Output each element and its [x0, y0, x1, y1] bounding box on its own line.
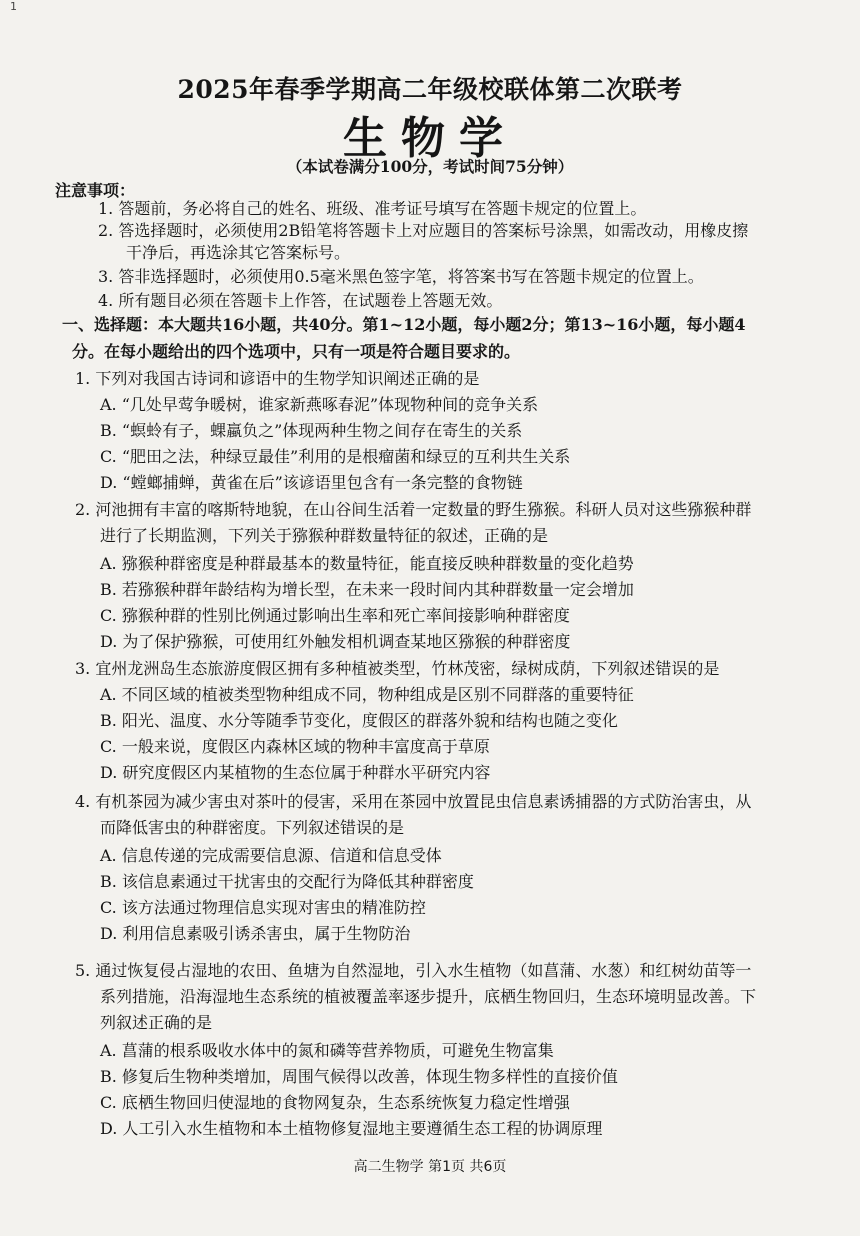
notice-item: 2. 答选择题时，必须使用2B铅笔将答题卡上对应题目的答案标号涂黑，如需改动，用橡皮擦 [98, 221, 749, 240]
question-5-stem: 5. 通过恢复侵占湿地的农田、鱼塘为自然湿地，引入水生植物（如菖蒲、水葱）和红树幼苗等一 [75, 961, 752, 980]
question-4-stem-cont: 而降低害虫的种群密度。下列叙述错误的是 [100, 818, 405, 837]
question-3-option-d: D. 研究度假区内某植物的生态位属于种群水平研究内容 [100, 763, 491, 782]
corner-mark: 1 [10, 0, 17, 13]
notice-item: 1. 答题前，务必将自己的姓名、班级、准考证号填写在答题卡规定的位置上。 [98, 199, 647, 218]
exam-info: （本试卷满分100分，考试时间75分钟） [286, 157, 574, 176]
question-4-option-c: C. 该方法通过物理信息实现对害虫的精准防控 [100, 898, 426, 917]
question-2-stem-cont: 进行了长期监测，下列关于猕猴种群数量特征的叙述，正确的是 [100, 526, 549, 545]
question-2-option-d: D. 为了保护猕猴，可使用红外触发相机调查某地区猕猴的种群密度 [100, 632, 571, 651]
question-4-option-b: B. 该信息素通过干扰害虫的交配行为降低其种群密度 [100, 872, 474, 891]
question-1-option-b: B. “螟蛉有子，蜾蠃负之”体现两种生物之间存在寄生的关系 [100, 421, 523, 440]
notice-item: 3. 答非选择题时，必须使用0.5毫米黑色签字笔，将答案书写在答题卡规定的位置上。 [98, 267, 704, 286]
question-4-stem: 4. 有机茶园为减少害虫对茶叶的侵害，采用在茶园中放置昆虫信息素诱捕器的方式防治害虫，从 [75, 792, 752, 811]
question-2-option-c: C. 猕猴种群的性别比例通过影响出生率和死亡率间接影响种群密度 [100, 606, 570, 625]
subject-title: 生物学 [343, 113, 517, 164]
question-2-option-b: B. 若猕猴种群年龄结构为增长型，在未来一段时间内其种群数量一定会增加 [100, 580, 634, 599]
page-footer: 高二生物学 第1页 共6页 [353, 1159, 507, 1175]
question-5-stem-cont: 列叙述正确的是 [100, 1013, 213, 1032]
question-1-option-a: A. “几处早莺争暖树，谁家新燕啄春泥”体现物种间的竞争关系 [100, 395, 539, 414]
section-heading-cont: 分。在每小题给出的四个选项中，只有一项是符合题目要求的。 [72, 342, 521, 361]
exam-title: 2025年春季学期高二年级校联体第二次联考 [177, 75, 683, 104]
question-5-option-c: C. 底栖生物回归使湿地的食物网复杂，生态系统恢复力稳定性增强 [100, 1093, 570, 1112]
question-4-option-a: A. 信息传递的完成需要信息源、信道和信息受体 [100, 846, 442, 865]
question-2-option-a: A. 猕猴种群密度是种群最基本的数量特征，能直接反映种群数量的变化趋势 [100, 554, 634, 573]
section-heading: 一、选择题：本大题共16小题，共40分。第1~12小题，每小题2分；第13~16小题，每小题4 [62, 315, 746, 334]
question-1-option-d: D. “螳螂捕蝉，黄雀在后”该谚语里包含有一条完整的食物链 [100, 473, 523, 492]
question-5-stem-cont: 系列措施，沿海湿地生态系统的植被覆盖率逐步提升，底栖生物回归，生态环境明显改善。下 [100, 987, 757, 1006]
question-3-option-a: A. 不同区域的植被类型物种组成不同，物种组成是区别不同群落的重要特征 [100, 685, 634, 704]
notice-item: 干净后，再选涂其它答案标号。 [126, 243, 351, 262]
question-5-option-a: A. 菖蒲的根系吸收水体中的氮和磷等营养物质，可避免生物富集 [100, 1041, 554, 1060]
question-2-stem: 2. 河池拥有丰富的喀斯特地貌，在山谷间生活着一定数量的野生猕猴。科研人员对这些猕猴种群 [75, 500, 752, 519]
question-1-option-c: C. “肥田之法，种绿豆最佳”利用的是根瘤菌和绿豆的互利共生关系 [100, 447, 571, 466]
question-5-option-b: B. 修复后生物种类增加，周围气候得以改善，体现生物多样性的直接价值 [100, 1067, 618, 1086]
question-4-option-d: D. 利用信息素吸引诱杀害虫，属于生物防治 [100, 924, 411, 943]
notice-item: 4. 所有题目必须在答题卡上作答，在试题卷上答题无效。 [98, 291, 503, 310]
question-5-option-d: D. 人工引入水生植物和本土植物修复湿地主要遵循生态工程的协调原理 [100, 1119, 603, 1138]
notice-heading: 注意事项： [55, 181, 136, 200]
question-3-option-b: B. 阳光、温度、水分等随季节变化，度假区的群落外貌和结构也随之变化 [100, 711, 618, 730]
question-1-stem: 1. 下列对我国古诗词和谚语中的生物学知识阐述正确的是 [75, 369, 480, 388]
question-3-option-c: C. 一般来说，度假区内森林区域的物种丰富度高于草原 [100, 737, 490, 756]
question-3-stem: 3. 宜州龙洲岛生态旅游度假区拥有多种植被类型，竹林茂密，绿树成荫，下列叙述错误的是 [75, 659, 720, 678]
